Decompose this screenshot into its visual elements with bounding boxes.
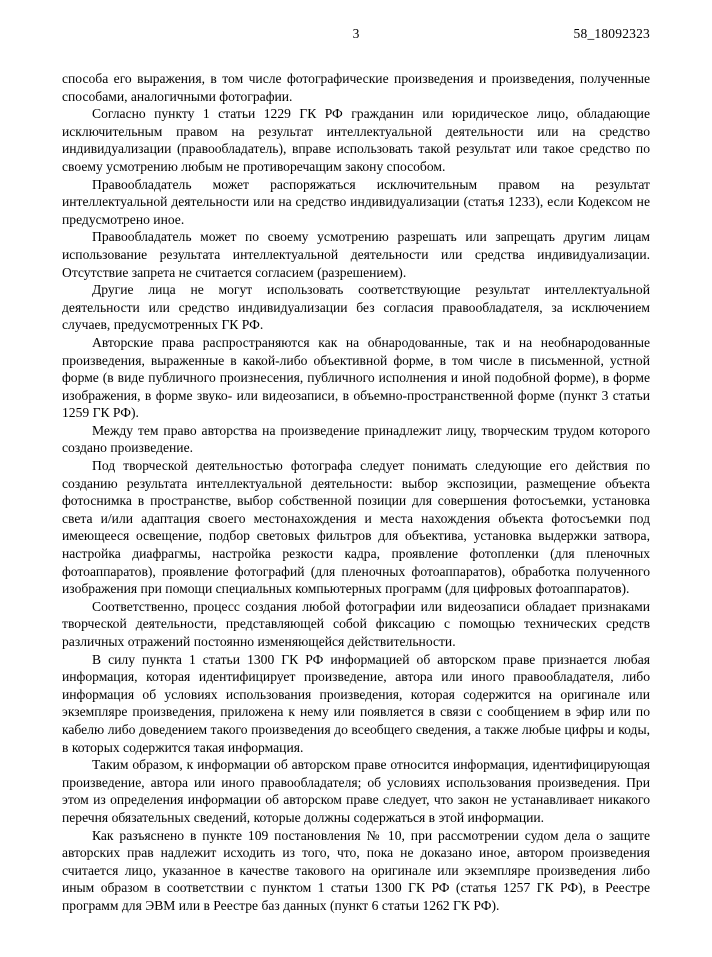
- paragraph: Соответственно, процесс создания любой фотографии или видеозаписи обладает признаками творческой деятельности, представляющей собой фиксацию с помощью технических средств различных отражений постоянно изменяющейся действительности.: [62, 598, 650, 649]
- page-number: 3: [352, 26, 360, 41]
- document-code: 58_18092323: [573, 26, 650, 41]
- paragraph: Другие лица не могут использовать соответствующие результат интеллектуальной деятельности или средство индивидуализации без согласия правообладателя, за исключением случаев, предусмотренных ГК РФ.: [62, 282, 650, 333]
- paragraph: способа его выражения, в том числе фотографические произведения и произведения, полученные способами, аналогичными фотографии.: [62, 71, 650, 104]
- paragraph: Таким образом, к информации об авторском праве относится информация, идентифицирующая произведение, автора или иного правообладателя; об условиях использования произведения. При этом из определения информации об авторском праве следует, что закон не устанавливает никакого перечня обязательных сведений, которые должны содержаться в этой информации.: [62, 757, 650, 825]
- paragraph: Согласно пункту 1 статьи 1229 ГК РФ гражданин или юридическое лицо, обладающие исключительным правом на результат интеллектуальной деятельности или на средство индивидуализации (правообладатель), вправе использовать такой результат или такое средство по своему усмотрению любым не противоречащим закону способом.: [62, 106, 650, 174]
- paragraph: Авторские права распространяются как на обнародованные, так и на необнародованные произведения, выраженные в какой-либо объективной форме, в том числе в письменной, устной форме (в виде публичного произнесения, публичного исполнения и иной подобной форме), в форме изображения, в форме звуко- или видеозаписи, в объемно-пространственной форме (пункт 3 статьи 1259 ГК РФ).: [62, 334, 650, 421]
- paragraph: В силу пункта 1 статьи 1300 ГК РФ информацией об авторском праве признается любая информация, которая идентифицирует произведение, автора или иного правообладателя, либо информация об условиях использования произведения, которая содержится на оригинале или экземпляре произведения, приложена к нему или появляется в связи с сообщением в эфир или по кабелю либо доведением такого произведения до всеобщего сведения, а также любые цифры и коды, в которых содержится такая информация.: [62, 651, 650, 755]
- document-body: [62, 70, 650, 915]
- paragraph: Правообладатель может распоряжаться исключительным правом на результат интеллектуальной деятельности или на средство индивидуализации (статья 1233), если Кодексом не предусмотрено иное.: [62, 176, 650, 227]
- paragraph: Под творческой деятельностью фотографа следует понимать следующие его действия по созданию результата интеллектуальной деятельности: выбор экспозиции, размещение объекта фотоснимка в пространстве, выбор собственной позиции для совершения фотосъемки, установка света и/или адаптация своего местонахождения и места нахождения объекта фотосъемки под имеющееся освещение, подбор световых фильтров для объектива, установка выдержки затвора, настройка диафрагмы, настройка резкости кадра, проявление фотопленки (для пленочных фотоаппаратов), проявление фотографий (для пленочных фотоаппаратов), обработка полученного изображения при помощи специальных компьютерных программ (для цифровых фотоаппаратов).: [62, 458, 650, 597]
- page-header: [62, 26, 650, 54]
- paragraph: Правообладатель может по своему усмотрению разрешать или запрещать другим лицам использование результата интеллектуальной деятельности или средства индивидуализации. Отсутствие запрета не считается согласием (разрешением).: [62, 229, 650, 280]
- paragraph: Между тем право авторства на произведение принадлежит лицу, творческим трудом которого создано произведение.: [62, 422, 650, 456]
- paragraph: Как разъяснено в пункте 109 постановления № 10, при рассмотрении судом дела о защите авторских прав надлежит исходить из того, что, пока не доказано иное, автором произведения считается лицо, указанное в качестве такового на оригинале или экземпляре произведения либо иным образом в соответствии с пунктом 1 статьи 1300 ГК РФ (статья 1257 ГК РФ), в Реестре программ для ЭВМ или в Реестре баз данных (пункт 6 статьи 1262 ГК РФ).: [62, 827, 650, 913]
